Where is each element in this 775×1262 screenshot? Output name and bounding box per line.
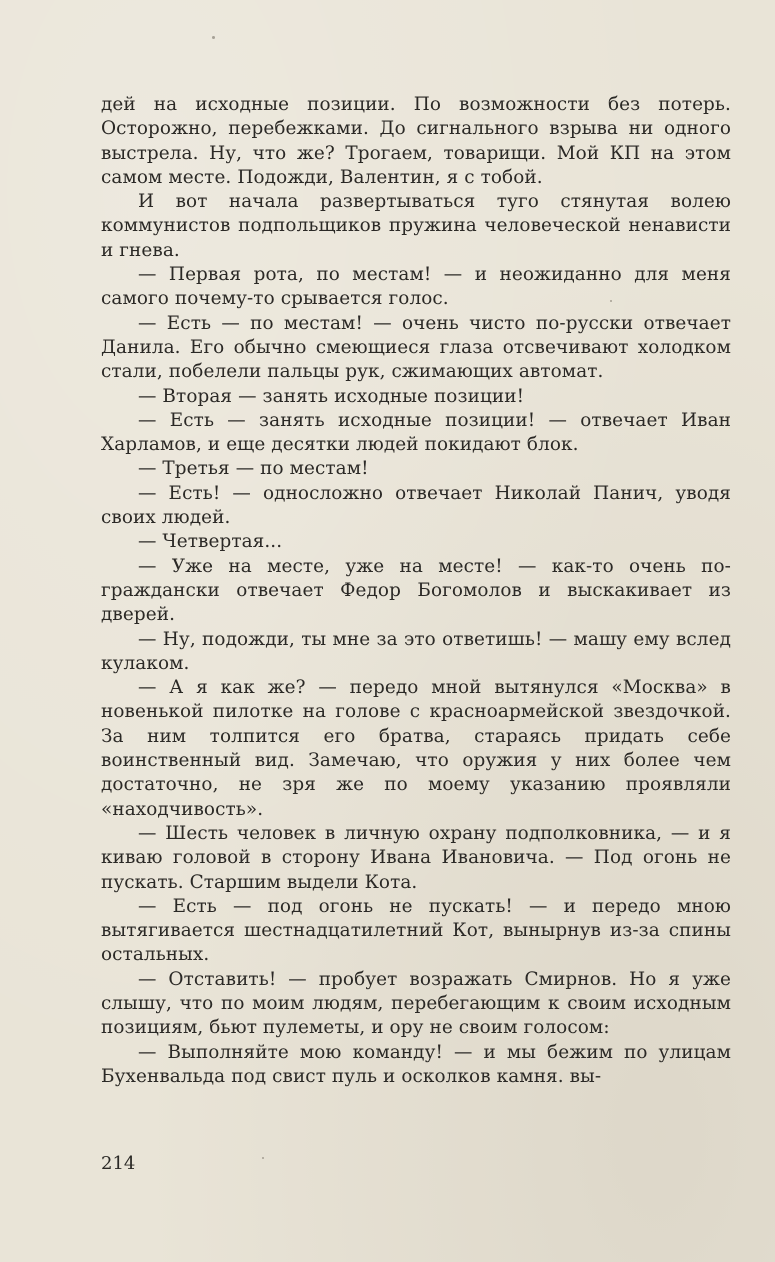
paragraph: — А я как же? — передо мной вытянулся «Москва» в новенькой пилотке на голове с красноармейской звездочкой. За ним толпится его братва, стараясь придать себе воинственный вид. Замечаю, что оружия у них более чем достаточно, не зря же по моему указанию проявляли «находчивость». xyxy=(101,677,731,820)
paragraph: — Уже на месте, уже на месте! — как-то очень по-граждански отвечает Федор Богомолов и выскакивает из дверей. xyxy=(101,555,731,626)
paragraph: — Выполняйте мою команду! — и мы бежим по улицам Бухенвальда под свист пуль и осколков камня. вы- xyxy=(101,1041,731,1087)
paragraph: — Есть — занять исходные позиции! — отвечает Иван Харламов, и еще десятки людей покидают блок. xyxy=(101,409,731,456)
page-number: 214 xyxy=(101,1153,136,1174)
paragraph: — Первая рота, по местам! — и неожиданно для меня самого почему-то срывается голос. xyxy=(101,264,731,310)
paragraph: — Четвертая... xyxy=(138,531,283,553)
paragraph: — Шесть человек в личную охрану подполковника, — и я киваю головой в сторону Ивана Ивановича. — Под огонь не пускать. Старшим выдели Кота. xyxy=(101,822,731,893)
paragraph: — Ну, подожди, ты мне за это ответишь! — машу ему вслед кулаком. xyxy=(101,628,731,674)
paragraph: — Есть — под огонь не пускать! — и передо мною вытягивается шестнадцатилетний Кот, вынырнув из-за спины остальных. xyxy=(101,895,731,966)
paragraph: дей на исходные позиции. По возможности без потерь. Осторожно, перебежками. До сигнального взрыва ни одного выстрела. Ну, что же? Трогаем, товарищи. Мой КП на этом самом месте. Подожди, Валентин, я с тобой. xyxy=(101,94,731,188)
paragraph: — Есть! — односложно отвечает Николай Панич, уводя своих людей. xyxy=(101,482,731,529)
paragraph: И вот начала развертываться туго стянутая волею коммунистов подпольщиков пружина человеческой ненависти и гнева. xyxy=(101,191,731,261)
paragraph: — Есть — по местам! — очень чисто по-русски отвечает Данила. Его обычно смеющиеся глаза отсвечивают холодком стали, побелели пальцы рук, сжимающих автомат. xyxy=(101,312,731,383)
paper-speck xyxy=(262,1157,264,1159)
paragraph: — Отставить! — пробует возражать Смирнов. Но я уже слышу, что по моим людям, перебегающим к своим исходным позициям, бьют пулеметы, и ору не своим голосом: xyxy=(101,968,731,1039)
paragraph: — Вторая — занять исходные позиции! xyxy=(138,385,525,407)
paper-speck xyxy=(212,36,215,39)
page-body-text xyxy=(101,93,731,1089)
paragraph: — Третья — по местам! xyxy=(138,458,369,480)
